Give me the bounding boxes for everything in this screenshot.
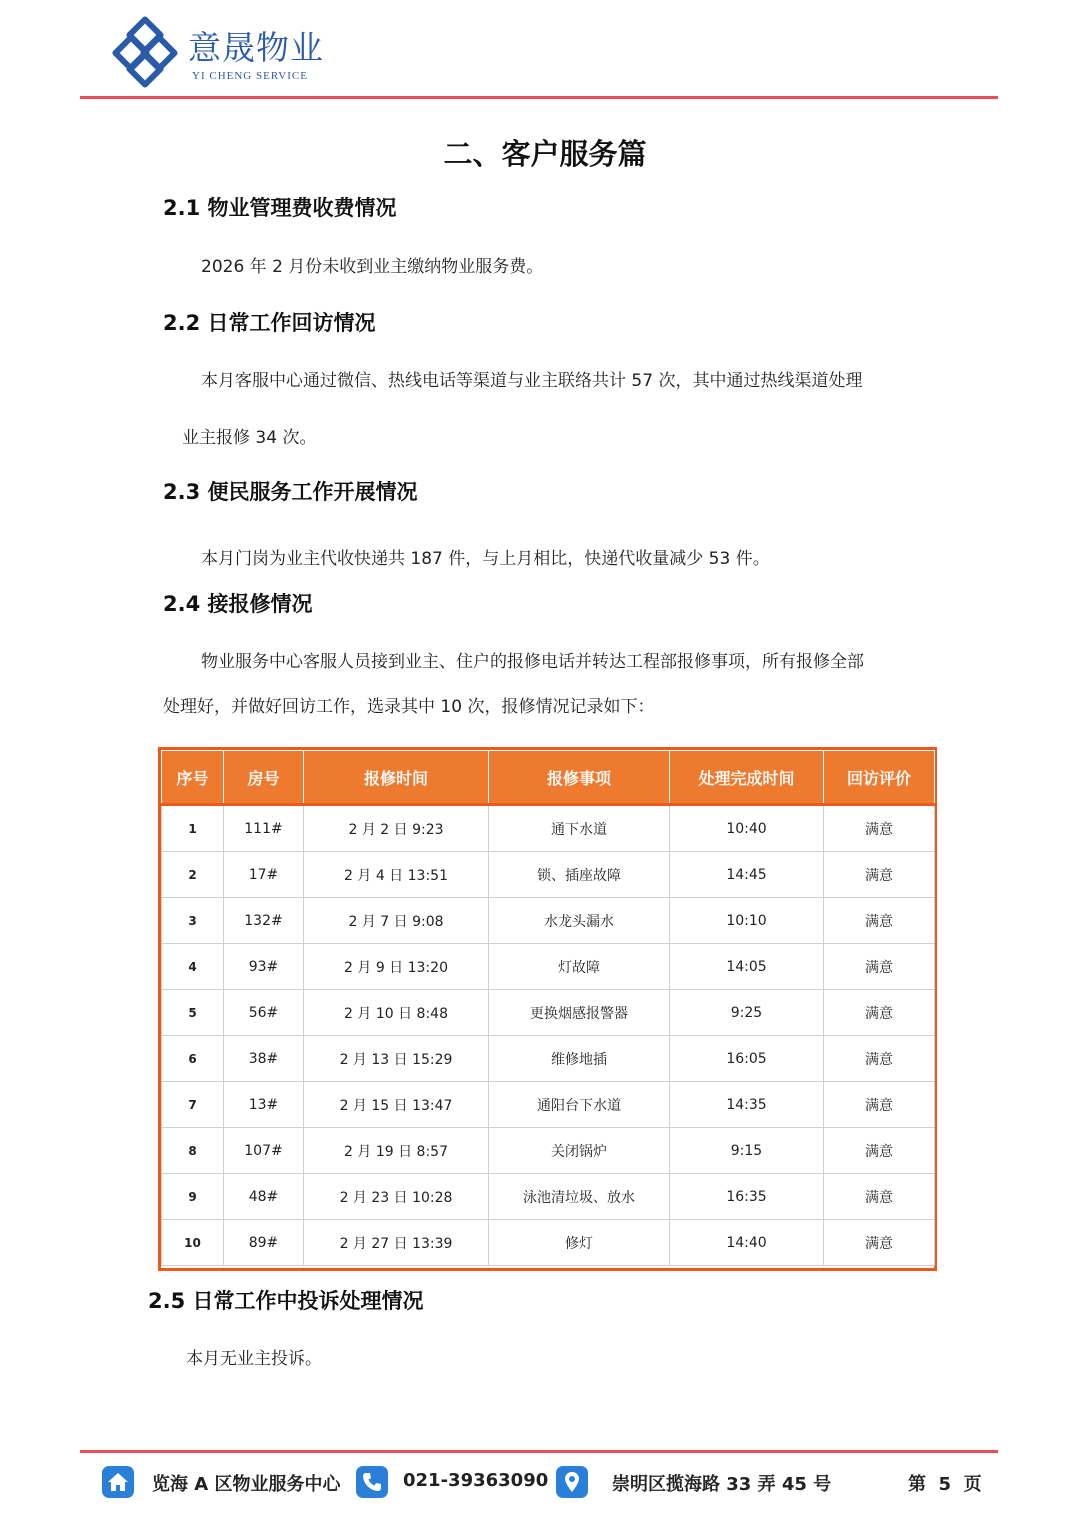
cell-finish-time: 9:25 [670,990,824,1036]
cell-seq: 9 [162,1174,224,1220]
cell-room: 17# [224,852,304,898]
cell-seq: 3 [162,898,224,944]
cell-feedback: 满意 [824,1128,935,1174]
table-row [162,1174,935,1220]
cell-repair-item: 泳池清垃圾、放水 [489,1174,670,1220]
cell-report-time: 2 月 10 日 8:48 [304,990,489,1036]
company-name-cn: 意晟物业 [188,28,324,67]
cell-repair-item: 维修地插 [489,1036,670,1082]
home-icon [102,1466,134,1498]
cell-report-time: 2 月 9 日 13:20 [304,944,489,990]
footer-divider [80,1450,998,1453]
cell-seq: 2 [162,852,224,898]
column-header-report-time: 报修时间 [304,751,489,805]
cell-repair-item: 通下水道 [489,805,670,852]
cell-finish-time: 10:10 [670,898,824,944]
section-2-4-paragraph-line2: 处理好，并做好回访工作，选录其中 10 次，报修情况记录如下： [163,697,655,717]
page-title: 二、客户服务篇 [443,137,647,171]
cell-room: 107# [224,1128,304,1174]
footer-service-center: 览海 A 区物业服务中心 [152,1474,341,1495]
cell-feedback: 满意 [824,805,935,852]
header-divider [80,96,998,99]
column-header-feedback: 回访评价 [824,751,935,805]
cell-report-time: 2 月 27 日 13:39 [304,1220,489,1266]
cell-repair-item: 锁、插座故障 [489,852,670,898]
cell-seq: 7 [162,1082,224,1128]
table-row [162,852,935,898]
cell-feedback: 满意 [824,852,935,898]
cell-report-time: 2 月 15 日 13:47 [304,1082,489,1128]
table-row [162,1128,935,1174]
cell-feedback: 满意 [824,1036,935,1082]
section-heading-2-1: 2.1 物业管理费收费情况 [163,196,397,220]
repair-record-table [158,747,937,1271]
phone-icon [356,1466,388,1498]
cell-finish-time: 9:15 [670,1128,824,1174]
section-heading-2-3: 2.3 便民服务工作开展情况 [163,480,418,504]
cell-finish-time: 10:40 [670,805,824,852]
cell-seq: 8 [162,1128,224,1174]
cell-repair-item: 灯故障 [489,944,670,990]
cell-repair-item: 通阳台下水道 [489,1082,670,1128]
cell-finish-time: 16:35 [670,1174,824,1220]
column-header-room: 房号 [224,751,304,805]
section-2-2-paragraph-line1: 本月客服中心通过微信、热线电话等渠道与业主联络共计 57 次，其中通过热线渠道处理 [201,371,863,391]
cell-report-time: 2 月 23 日 10:28 [304,1174,489,1220]
cell-feedback: 满意 [824,898,935,944]
cell-finish-time: 14:45 [670,852,824,898]
footer-address: 崇明区揽海路 33 弄 45 号 [612,1474,832,1495]
cell-repair-item: 关闭锅炉 [489,1128,670,1174]
company-name-en: YI CHENG SERVICE [192,70,308,82]
cell-feedback: 满意 [824,1174,935,1220]
cell-feedback: 满意 [824,990,935,1036]
cell-seq: 4 [162,944,224,990]
table-row [162,1036,935,1082]
cell-seq: 10 [162,1220,224,1266]
cell-report-time: 2 月 2 日 9:23 [304,805,489,852]
cell-feedback: 满意 [824,944,935,990]
table-row [162,805,935,852]
cell-report-time: 2 月 4 日 13:51 [304,852,489,898]
company-logo-icon [112,16,184,88]
cell-room: 56# [224,990,304,1036]
cell-seq: 1 [162,805,224,852]
section-2-1-paragraph: 2026 年 2 月份未收到业主缴纳物业服务费。 [201,257,544,277]
section-heading-2-4: 2.4 接报修情况 [163,592,313,616]
cell-room: 111# [224,805,304,852]
column-header-repair-item: 报修事项 [489,751,670,805]
table-row [162,990,935,1036]
cell-room: 93# [224,944,304,990]
cell-report-time: 2 月 7 日 9:08 [304,898,489,944]
table-row [162,1082,935,1128]
cell-report-time: 2 月 19 日 8:57 [304,1128,489,1174]
page-number: 第 5 页 [908,1474,982,1495]
section-heading-2-2: 2.2 日常工作回访情况 [163,311,376,335]
cell-finish-time: 14:40 [670,1220,824,1266]
section-2-2-paragraph-line2: 业主报修 34 次。 [182,428,317,448]
table-row [162,898,935,944]
cell-finish-time: 16:05 [670,1036,824,1082]
cell-finish-time: 14:05 [670,944,824,990]
table-header-row [162,751,935,805]
section-heading-2-5: 2.5 日常工作中投诉处理情况 [148,1289,424,1313]
location-pin-icon [556,1466,588,1498]
footer-phone: 021-39363090 [403,1470,549,1491]
cell-room: 38# [224,1036,304,1082]
cell-feedback: 满意 [824,1220,935,1266]
cell-repair-item: 水龙头漏水 [489,898,670,944]
cell-room: 13# [224,1082,304,1128]
cell-seq: 6 [162,1036,224,1082]
column-header-seq: 序号 [162,751,224,805]
cell-feedback: 满意 [824,1082,935,1128]
section-2-5-paragraph: 本月无业主投诉。 [186,1349,322,1369]
cell-repair-item: 更换烟感报警器 [489,990,670,1036]
table-row [162,944,935,990]
column-header-finish-time: 处理完成时间 [670,751,824,805]
section-2-3-paragraph: 本月门岗为业主代收快递共 187 件，与上月相比，快递代收量减少 53 件。 [201,549,770,569]
cell-room: 132# [224,898,304,944]
cell-report-time: 2 月 13 日 15:29 [304,1036,489,1082]
cell-repair-item: 修灯 [489,1220,670,1266]
cell-room: 48# [224,1174,304,1220]
section-2-4-paragraph-line1: 物业服务中心客服人员接到业主、住户的报修电话并转达工程部报修事项，所有报修全部 [201,652,864,672]
cell-finish-time: 14:35 [670,1082,824,1128]
table-row [162,1220,935,1266]
cell-seq: 5 [162,990,224,1036]
cell-room: 89# [224,1220,304,1266]
